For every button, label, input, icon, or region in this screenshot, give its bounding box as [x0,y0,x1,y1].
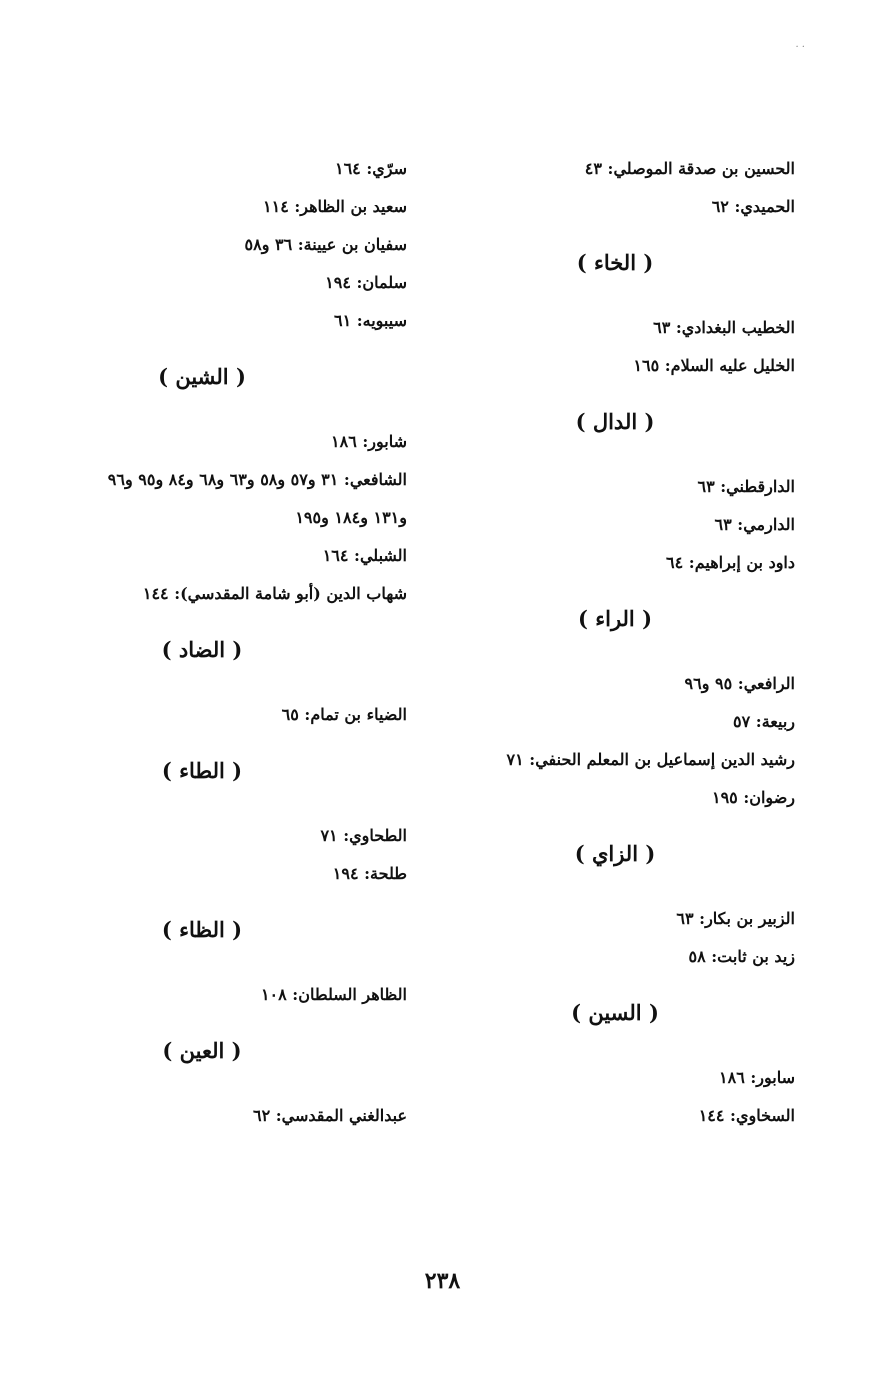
index-entry: الشبلي: ١٦٤ [322,546,407,565]
index-entry: و١٣١ و١٨٤ و١٩٥ [295,508,407,527]
index-entry: الشافعي: ٣١ و٥٧ و٥٨ و٦٣ و٦٨ و٨٤ و٩٥ و٩٦ [107,470,407,489]
section-heading: ( الزاي ) [574,841,656,866]
index-entry: الحسين بن صدقة الموصلي: ٤٣ [584,159,795,178]
index-entry: سرّي: ١٦٤ [334,159,407,178]
section-heading: ( الشين ) [158,364,246,389]
section-heading: ( السين ) [571,1000,659,1025]
index-entry: سعيد بن الظاهر: ١١٤ [263,197,407,216]
index-entry: شهاب الدين (أبو شامة المقدسي): ١٤٤ [142,584,407,603]
index-entry: طلحة: ١٩٤ [332,864,407,883]
index-entry: الزبير بن بكار: ٦٣ [676,909,795,928]
index-entry: الطحاوي: ٧١ [320,826,407,845]
index-entry: الرافعي: ٩٥ و٩٦ [684,674,795,693]
index-entry: سلمان: ١٩٤ [325,273,407,292]
index-entry: عبدالغني المقدسي: ٦٢ [252,1106,407,1125]
index-entry: سابور: ١٨٦ [719,1068,795,1087]
section-heading: ( الخاء ) [576,250,654,275]
right-column [435,150,795,1135]
index-entry: الخطيب البغدادي: ٦٣ [653,318,795,337]
section-heading: ( الضاد ) [161,637,243,662]
left-column [27,150,407,1135]
index-entry: الحميدي: ٦٢ [711,197,795,216]
index-entry: الخليل عليه السلام: ١٦٥ [633,356,795,375]
section-heading: ( الراء ) [577,606,653,631]
index-entry: زيد بن ثابت: ٥٨ [688,947,795,966]
index-entry: ربيعة: ٥٧ [733,712,795,731]
index-entry: الظاهر السلطان: ١٠٨ [260,985,407,1004]
index-entry: سيبويه: ٦١ [333,311,407,330]
index-entry: شابور: ١٨٦ [331,432,407,451]
index-entry: داود بن إبراهيم: ٦٤ [666,553,795,572]
index-entry: الدارمي: ٦٣ [714,515,795,534]
index-entry: رضوان: ١٩٥ [711,788,795,807]
section-heading: ( العين ) [162,1038,242,1063]
index-entry: سفيان بن عيينة: ٣٦ و٥٨ [244,235,407,254]
index-entry: رشيد الدين إسماعيل بن المعلم الحنفي: ٧١ [506,750,795,769]
index-entry: السخاوي: ١٤٤ [698,1106,795,1125]
section-heading: ( الطاء ) [161,758,243,783]
section-heading: ( الدال ) [575,409,655,434]
index-entry: الضياء بن تمام: ٦٥ [281,705,407,724]
scan-speck: · · [795,42,805,53]
section-heading: ( الظاء ) [161,917,243,942]
index-entry: الدارقطني: ٦٣ [697,477,795,496]
page-number: ٢٣٨ [424,1268,461,1294]
